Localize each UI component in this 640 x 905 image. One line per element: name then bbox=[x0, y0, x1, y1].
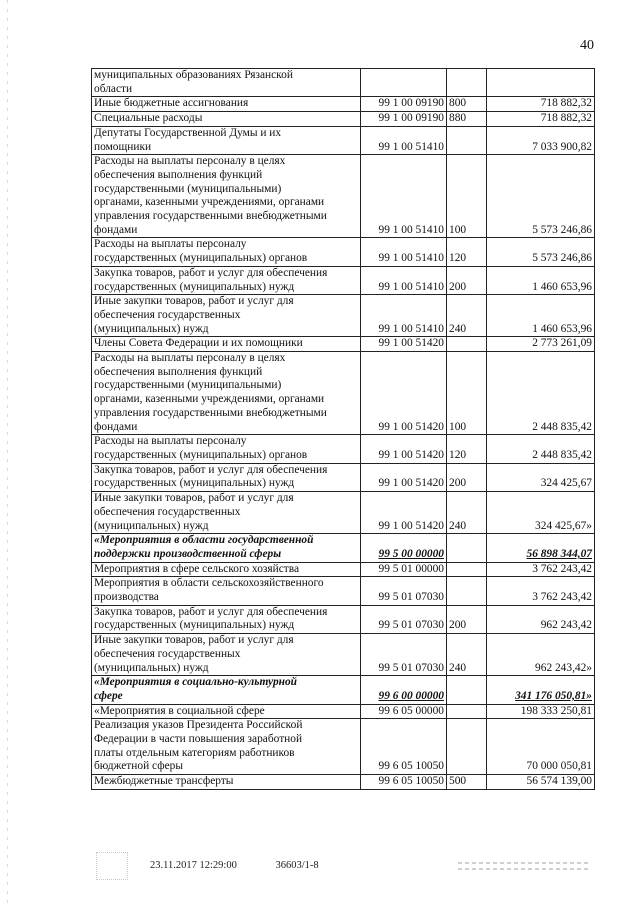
row-type: 240 bbox=[447, 634, 487, 676]
footer-date: 23.11.2017 12:29:00 bbox=[150, 860, 237, 871]
row-amount: 962 243,42 bbox=[487, 605, 595, 633]
row-amount: 2 448 835,42 bbox=[487, 435, 595, 463]
row-code: 99 1 00 09190 bbox=[361, 97, 447, 112]
row-amount: 5 573 246,86 bbox=[487, 238, 595, 266]
row-amount: 56 898 344,07 bbox=[487, 534, 595, 562]
row-amount: 70 000 050,81 bbox=[487, 719, 595, 775]
row-code: 99 6 05 10050 bbox=[361, 719, 447, 775]
row-code: 99 6 00 00000 bbox=[361, 676, 447, 704]
table-row bbox=[92, 126, 595, 154]
table-row bbox=[92, 155, 595, 238]
row-code: 99 1 00 09190 bbox=[361, 112, 447, 127]
table-row-section bbox=[92, 676, 595, 704]
row-amount: 56 574 139,00 bbox=[487, 775, 595, 790]
row-type bbox=[447, 126, 487, 154]
row-amount: 341 176 050,81» bbox=[487, 676, 595, 704]
row-code: 99 6 05 10050 bbox=[361, 775, 447, 790]
footer-doc-id: 36603/1-8 bbox=[275, 860, 319, 871]
table-row bbox=[92, 435, 595, 463]
table-row bbox=[92, 719, 595, 775]
row-type bbox=[447, 337, 487, 352]
row-amount: 324 425,67» bbox=[487, 492, 595, 534]
scan-margin-line bbox=[7, 0, 8, 905]
row-amount: 1 460 653,96 bbox=[487, 295, 595, 337]
row-amount: 2 773 261,09 bbox=[487, 337, 595, 352]
table-row bbox=[92, 238, 595, 266]
table-row bbox=[92, 492, 595, 534]
row-amount bbox=[487, 69, 595, 97]
row-type bbox=[447, 534, 487, 562]
row-code: 99 1 00 51410 bbox=[361, 155, 447, 238]
row-name: Межбюджетные трансферты bbox=[92, 775, 361, 790]
row-type: 880 bbox=[447, 112, 487, 127]
row-amount: 718 882,32 bbox=[487, 97, 595, 112]
row-name: Иные закупки товаров, работ и услуг для обеспечения государственных (муниципальных) нужд bbox=[92, 634, 361, 676]
row-amount: 962 243,42» bbox=[487, 634, 595, 676]
row-code: 99 1 00 51410 bbox=[361, 266, 447, 294]
row-name: Закупка товаров, работ и услуг для обеспечения государственных (муниципальных) нужд bbox=[92, 605, 361, 633]
footer bbox=[150, 860, 319, 871]
table-row bbox=[92, 562, 595, 577]
row-amount: 3 762 243,42 bbox=[487, 562, 595, 577]
row-type bbox=[447, 562, 487, 577]
table-row bbox=[92, 295, 595, 337]
row-type bbox=[447, 676, 487, 704]
row-name: Мероприятия в области сельскохозяйственного производства bbox=[92, 577, 361, 605]
row-type: 100 bbox=[447, 155, 487, 238]
row-name: Закупка товаров, работ и услуг для обеспечения государственных (муниципальных) нужд bbox=[92, 463, 361, 491]
faint-stamp-left bbox=[96, 852, 128, 880]
row-code: 99 1 00 51420 bbox=[361, 352, 447, 435]
row-name: Члены Совета Федерации и их помощники bbox=[92, 337, 361, 352]
row-name: «Мероприятия в социальной сфере bbox=[92, 704, 361, 719]
row-name: Иные закупки товаров, работ и услуг для обеспечения государственных (муниципальных) нужд bbox=[92, 492, 361, 534]
page-number: 40 bbox=[580, 38, 594, 53]
row-amount: 2 448 835,42 bbox=[487, 352, 595, 435]
table-row bbox=[92, 634, 595, 676]
row-amount: 198 333 250,81 bbox=[487, 704, 595, 719]
row-code: 99 5 01 07030 bbox=[361, 634, 447, 676]
row-name: Расходы на выплаты персоналу государственных (муниципальных) органов bbox=[92, 435, 361, 463]
row-name: Реализация указов Президента Российской Федерации в части повышения заработной платы отдельным категориям работников бюджетной сферы bbox=[92, 719, 361, 775]
row-amount: 1 460 653,96 bbox=[487, 266, 595, 294]
row-type bbox=[447, 69, 487, 97]
row-type: 120 bbox=[447, 435, 487, 463]
table-row bbox=[92, 112, 595, 127]
row-amount: 3 762 243,42 bbox=[487, 577, 595, 605]
row-code: 99 1 00 51420 bbox=[361, 463, 447, 491]
row-code bbox=[361, 69, 447, 97]
row-type: 800 bbox=[447, 97, 487, 112]
table-row bbox=[92, 463, 595, 491]
row-name: Расходы на выплаты персоналу государственных (муниципальных) органов bbox=[92, 238, 361, 266]
row-type: 500 bbox=[447, 775, 487, 790]
row-code: 99 1 00 51420 bbox=[361, 492, 447, 534]
row-name: Закупка товаров, работ и услуг для обеспечения государственных (муниципальных) нужд bbox=[92, 266, 361, 294]
row-code: 99 1 00 51410 bbox=[361, 238, 447, 266]
row-code: 99 5 00 00000 bbox=[361, 534, 447, 562]
row-type: 200 bbox=[447, 605, 487, 633]
row-type bbox=[447, 577, 487, 605]
row-amount: 7 033 900,82 bbox=[487, 126, 595, 154]
row-code: 99 1 00 51420 bbox=[361, 435, 447, 463]
row-name: Расходы на выплаты персоналу в целях обеспечения выполнения функций государственными (муниципальными) органами, казенными учреждениями, органами управления государственными внебюджетными фондами bbox=[92, 352, 361, 435]
table-row bbox=[92, 352, 595, 435]
row-code: 99 1 00 51420 bbox=[361, 337, 447, 352]
table-row bbox=[92, 337, 595, 352]
table-row bbox=[92, 775, 595, 790]
row-name: Иные бюджетные ассигнования bbox=[92, 97, 361, 112]
row-name: Специальные расходы bbox=[92, 112, 361, 127]
table-row-section bbox=[92, 534, 595, 562]
row-name: Депутаты Государственной Думы и их помощники bbox=[92, 126, 361, 154]
row-code: 99 6 05 00000 bbox=[361, 704, 447, 719]
row-amount: 324 425,67 bbox=[487, 463, 595, 491]
row-code: 99 5 01 00000 bbox=[361, 562, 447, 577]
faint-stamp-right bbox=[458, 858, 590, 880]
row-name: Расходы на выплаты персоналу в целях обеспечения выполнения функций государственными (муниципальными) органами, казенными учреждениями, органами управления государственными внебюджетными фондами bbox=[92, 155, 361, 238]
row-type: 200 bbox=[447, 463, 487, 491]
row-name: Мероприятия в сфере сельского хозяйства bbox=[92, 562, 361, 577]
row-code: 99 5 01 07030 bbox=[361, 577, 447, 605]
row-name: «Мероприятия в области государственной поддержки производственной сферы bbox=[92, 534, 361, 562]
table-row bbox=[92, 577, 595, 605]
table-row bbox=[92, 69, 595, 97]
row-type bbox=[447, 704, 487, 719]
row-code: 99 1 00 51410 bbox=[361, 295, 447, 337]
row-type: 240 bbox=[447, 295, 487, 337]
table-row bbox=[92, 704, 595, 719]
row-name: «Мероприятия в социально-культурной сфере bbox=[92, 676, 361, 704]
table-row bbox=[92, 266, 595, 294]
row-code: 99 5 01 07030 bbox=[361, 605, 447, 633]
row-type: 100 bbox=[447, 352, 487, 435]
row-amount: 5 573 246,86 bbox=[487, 155, 595, 238]
row-name: Иные закупки товаров, работ и услуг для обеспечения государственных (муниципальных) нужд bbox=[92, 295, 361, 337]
row-type: 120 bbox=[447, 238, 487, 266]
row-name: муниципальных образованиях Рязанской области bbox=[92, 69, 361, 97]
row-type: 200 bbox=[447, 266, 487, 294]
table-row bbox=[92, 605, 595, 633]
budget-table bbox=[91, 68, 595, 790]
row-code: 99 1 00 51410 bbox=[361, 126, 447, 154]
row-type bbox=[447, 719, 487, 775]
row-type: 240 bbox=[447, 492, 487, 534]
row-amount: 718 882,32 bbox=[487, 112, 595, 127]
table-row bbox=[92, 97, 595, 112]
